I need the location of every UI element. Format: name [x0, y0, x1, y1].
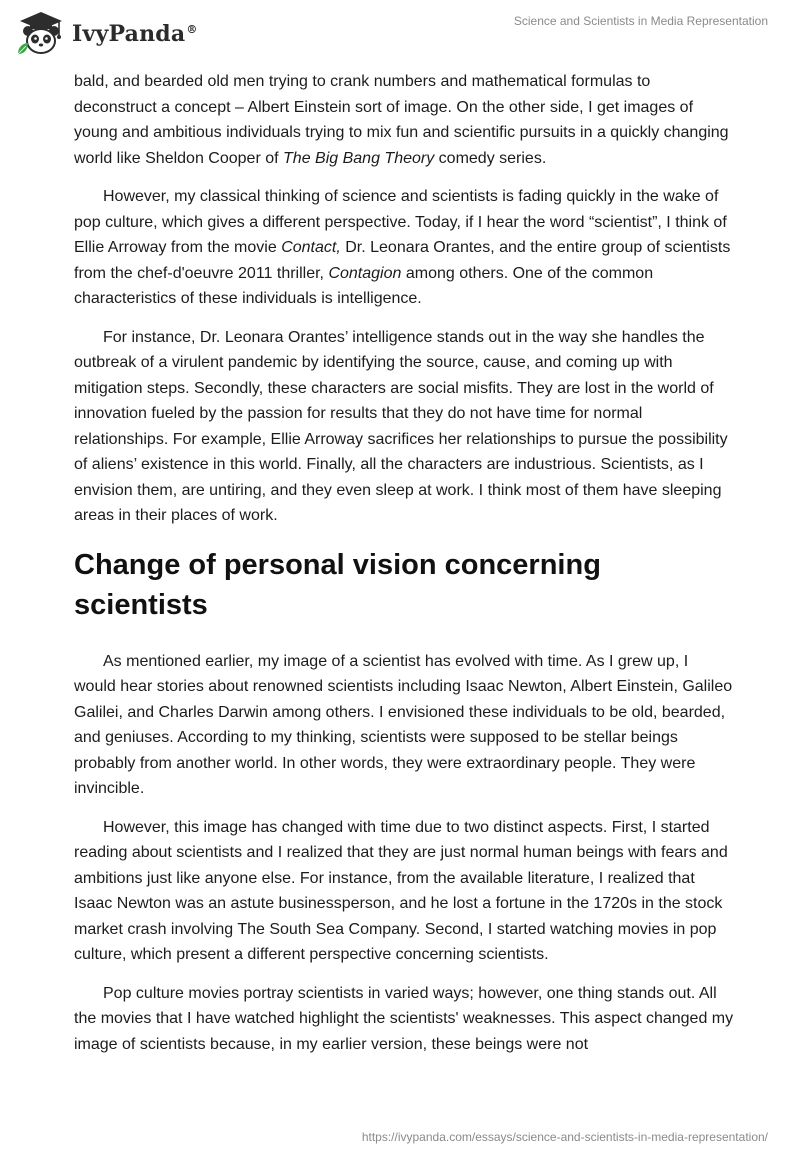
section-heading: Change of personal vision concerning scientists — [74, 548, 601, 621]
document-title: Science and Scientists in Media Representation — [513, 14, 768, 28]
essay-body — [74, 69, 734, 1070]
paragraph: As mentioned earlier, my image of a scientist has evolved with time. As I grew up, I would hear stories about renowned scientists including Isaac Newton, Albert Einstein, Galileo Galilei, and Charles Darwin among others. I envisioned these individuals to be old, bearded, and geniuses. According to my thinking, scientists were supposed to be stellar beings probably from another world. In other words, they were extraordinary people. They were invincible. — [74, 652, 733, 797]
paragraph: However, this image has changed with time due to two distinct aspects. First, I started reading about scientists and I realized that they are just normal human beings with fears and ambitions just like anyone else. For instance, from the available literature, I realized that Isaac Newton was an astute businessperson, and he lost a fortune in the 1720s in the stock market crash involving The South Sea Company. Second, I started watching movies in pop culture, which present a different perspective concerning scientists. — [74, 818, 728, 963]
paragraph: Pop culture movies portray scientists in varied ways; however, one thing stands out. All the movies that I have watched highlight the scientists' weaknesses. This aspect changed my image of scientists because, in my earlier version, these beings were not — [74, 984, 734, 1053]
page-header — [0, 0, 800, 66]
source-url-link[interactable]: https://ivypanda.com/essays/science-and-scientists-in-media-representation/ — [361, 1130, 768, 1144]
brand-logo[interactable] — [14, 10, 198, 58]
paragraph: However, my classical thinking of science and scientists is fading quickly in the wake of pop culture, which gives a different perspective. Today, if I hear the word “scientist”, I think of Ellie Arroway from the movie Contact, Dr. Leonara Orantes, and the entire group of scientists from the chef-d'oeuvre 2011 thriller, Contagion among others. One of the common characteristics of these individuals is intelligence. — [74, 188, 731, 307]
brand-name: IvyPanda® — [72, 21, 198, 47]
paragraph: bald, and bearded old men trying to crank numbers and mathematical formulas to deconstruct a concept – Albert Einstein sort of image. On the other side, I get images of young and ambitious individuals trying to mix fun and scientific pursuits in a quickly changing world like Sheldon Cooper of The Big Bang Theory comedy series. — [74, 73, 729, 167]
panda-graduate-icon — [14, 10, 68, 58]
paragraph: For instance, Dr. Leonara Orantes’ intelligence stands out in the way she handles the outbreak of a virulent pandemic by identifying the source, cause, and coming up with mitigation steps. Secondly, these characters are social misfits. They are lost in the world of innovation fueled by the passion for results that they do not have time for normal relationships. For example, Ellie Arroway sacrifices her relationships to pursue the possibility of aliens’ existence in this world. Finally, all the characters are industrious. Scientists, as I envision them, are untiring, and they even sleep at work. I think most of them have sleeping areas in their places of work. — [74, 328, 728, 524]
